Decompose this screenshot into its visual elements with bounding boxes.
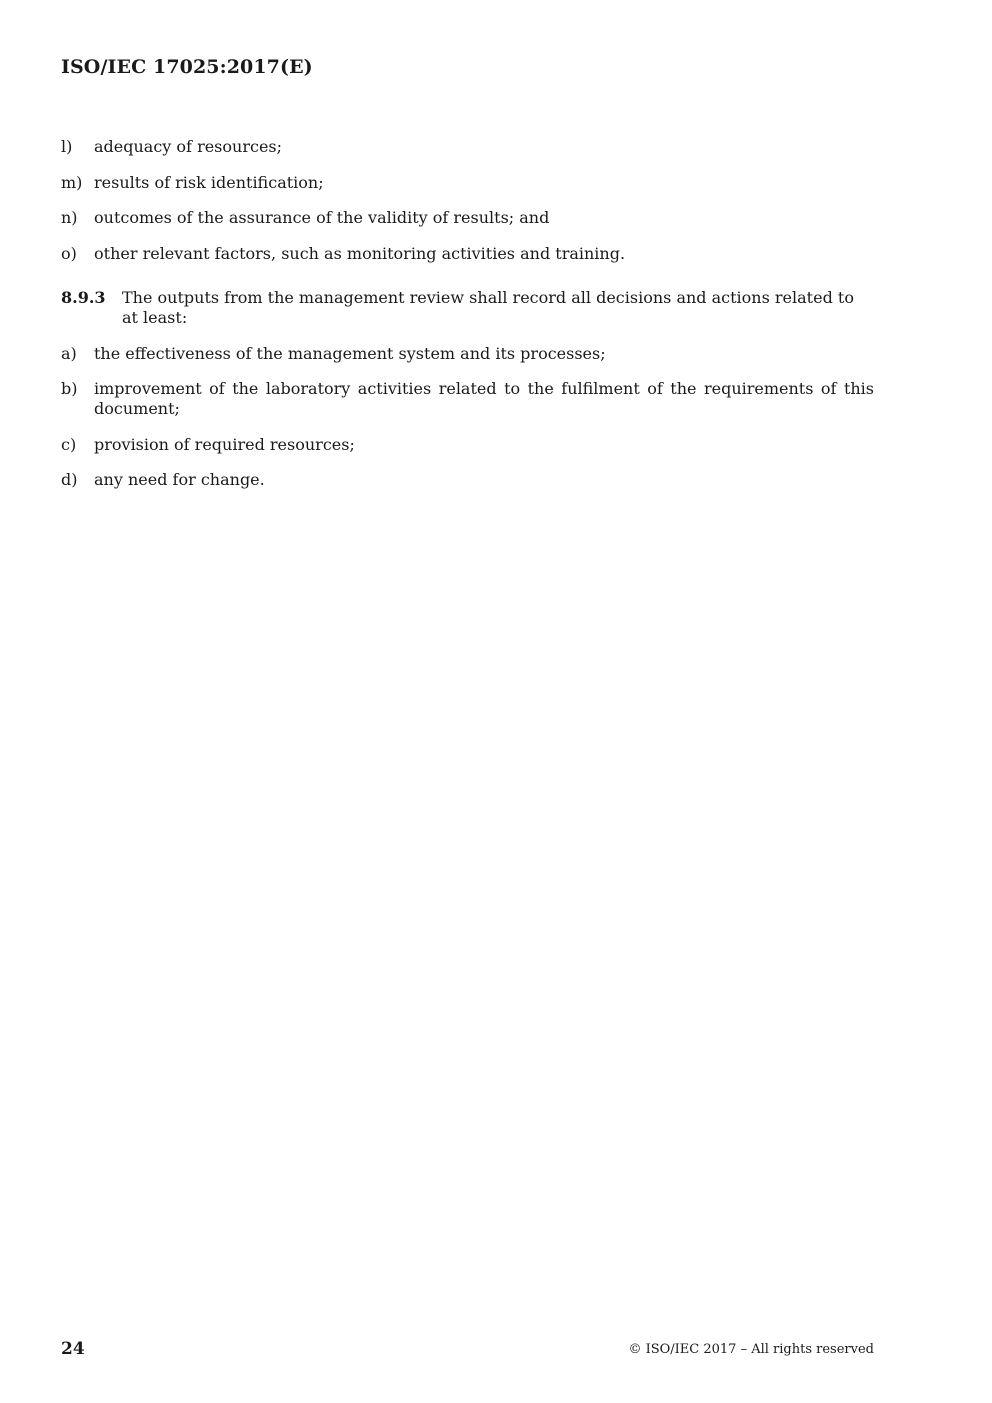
- list-item: [61, 173, 874, 193]
- list-item-text: improvement of the laboratory activities related to the fulfilment of the requirements of this document;: [94, 379, 874, 418]
- list-item-text: results of risk identification;: [94, 172, 324, 192]
- list-item-marker: b): [61, 379, 78, 398]
- list-item-marker: d): [61, 470, 78, 489]
- list-item-text: the effectiveness of the management system and its processes;: [94, 343, 606, 363]
- list-item-marker: n): [61, 208, 78, 227]
- list-item: [61, 137, 874, 157]
- list-item: [61, 470, 874, 490]
- list-item-marker: a): [61, 343, 77, 363]
- page-number: 24: [61, 1339, 85, 1359]
- list-item: [61, 435, 874, 455]
- list-item-text: any need for change.: [94, 470, 265, 489]
- list-item-marker: o): [61, 243, 77, 263]
- list-item-text: other relevant factors, such as monitoring activities and training.: [94, 243, 626, 263]
- clause-number: 8.9.3: [61, 287, 106, 307]
- copyright-notice: © ISO/IEC 2017 – All rights reserved: [628, 1342, 874, 1357]
- list-review-inputs: [61, 137, 874, 264]
- clause-text: The outputs from the management review shall record all decisions and actions related to at least:: [122, 287, 854, 327]
- list-item: [61, 344, 874, 364]
- list-item: [61, 379, 874, 419]
- document-body: [61, 137, 874, 506]
- page-header-title: ISO/IEC 17025:2017(E): [61, 56, 313, 78]
- list-item: [61, 208, 874, 228]
- list-item-marker: c): [61, 434, 77, 454]
- list-item-marker: m): [61, 172, 83, 192]
- list-review-outputs: [61, 344, 874, 491]
- list-item-text: provision of required resources;: [94, 434, 355, 454]
- clause-8-9-3: [61, 288, 874, 328]
- list-item: [61, 244, 874, 264]
- list-item-text: adequacy of resources;: [94, 137, 283, 156]
- list-item-marker: l): [61, 137, 73, 156]
- list-item-text: outcomes of the assurance of the validity of results; and: [94, 208, 550, 227]
